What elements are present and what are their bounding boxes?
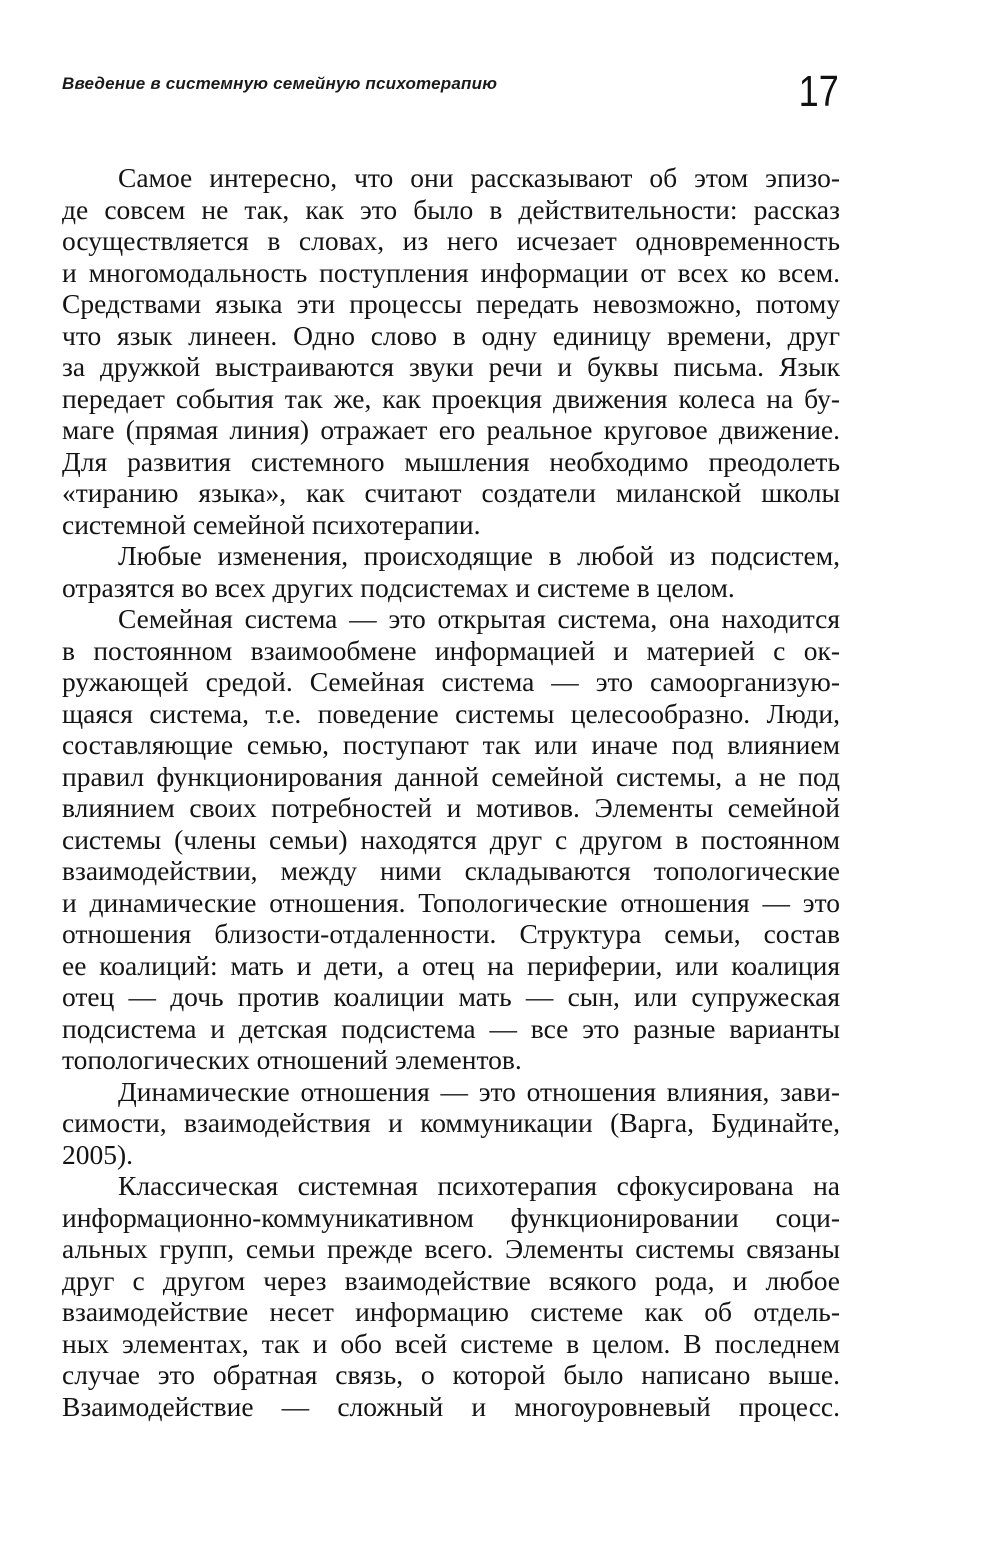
paragraph-5 (62, 1170, 840, 1422)
text-line: за дружкой выстраиваются звуки речи и буквы письма. Язык (62, 351, 840, 382)
text-line: в постоянном взаимообмене информацией и материей с ок- (62, 634, 840, 666)
text-line: взаимодействии, между ними складываются топологические (62, 855, 840, 886)
text-line: «тиранию языка», как считают создатели миланской школы (62, 477, 840, 508)
text-line: и многомодальность поступления информации от всех ко всем. (62, 256, 840, 288)
text-line: Самое интересно, что они рассказывают об этом эпизо- (118, 162, 840, 193)
text-line: передает события так же, как проекция движения колеса на бу- (62, 382, 840, 414)
text-line: Любые изменения, происходящие в любой из подсистем, (118, 540, 840, 571)
text-line: Взаимодействие — сложный и многоуровневый процесс. (62, 1390, 840, 1422)
text-line: Средствами языка эти процессы передать невозможно, потому (62, 288, 840, 319)
text-line: Семейная система — это открытая система, она находится (118, 603, 840, 634)
text-line: правил функционирования данной семейной системы, а не под (62, 760, 840, 792)
text-line: отец — дочь против коалиции мать — сын, или супружеская (62, 981, 840, 1012)
text-line: осуществляется в словах, из него исчезает одновременность (62, 225, 840, 256)
text-line: и динамические отношения. Топологические отношения — это (62, 886, 840, 918)
text-line: системы (члены семьи) находятся друг с другом в постоянном (62, 823, 840, 855)
text-line: Динамические отношения — это отношения влияния, зави- (118, 1075, 840, 1107)
text-line: щаяся система, т.е. поведение системы целесообразно. Люди, (62, 697, 840, 729)
text-line: топологических отношений элементов. (62, 1044, 522, 1075)
text-line: ружающей средой. Семейная система — это самоорганизую- (62, 666, 840, 697)
text-line: отношения близости-отдаленности. Структура семьи, состав (62, 918, 840, 949)
paragraph-2 (62, 540, 840, 603)
text-line: симости, взаимодействия и коммуникации (Варга, Будинайте, (62, 1107, 840, 1138)
text-line: альных групп, семьи прежде всего. Элементы системы связаны (62, 1233, 840, 1264)
running-head-title: Введение в системную семейную психотерапию (62, 74, 498, 93)
text-line: случае это обратная связь, о которой было написано выше. (62, 1359, 840, 1390)
text-line: информационно-коммуникативном функционировании соци- (62, 1201, 840, 1233)
text-line: 2005). (62, 1138, 134, 1170)
text-line: друг с другом через взаимодействие всякого рода, и любое (62, 1264, 840, 1296)
text-line: Для развития системного мышления необходимо преодолеть (62, 445, 840, 477)
text-line: что язык линеен. Одно слово в одну единицу времени, друг (62, 319, 840, 351)
page-number: 17 (798, 67, 839, 116)
text-line: отразятся во всех других подсистемах и системе в целом. (62, 571, 735, 603)
text-line: ее коалиций: мать и дети, а отец на периферии, или коалиция (62, 949, 840, 981)
text-line: влиянием своих потребностей и мотивов. Элементы семейной (62, 792, 840, 823)
paragraph-3 (62, 603, 840, 1076)
text-line: маге (прямая линия) отражает его реальное круговое движение. (62, 414, 840, 445)
text-line: ных элементах, так и обо всей системе в целом. В последнем (62, 1327, 840, 1359)
paragraph-1 (62, 162, 840, 540)
text-line: Классическая системная психотерапия сфокусирована на (118, 1170, 840, 1201)
paragraph-4 (62, 1076, 840, 1171)
text-line: взаимодействие несет информацию системе как об отдель- (62, 1296, 840, 1327)
text-line: подсистема и детская подсистема — все это разные варианты (62, 1012, 840, 1044)
body-text (62, 162, 840, 1422)
text-line: системной семейной психотерапии. (62, 508, 481, 540)
text-line: де совсем не так, как это было в действительности: рассказ (62, 193, 840, 225)
text-line: составляющие семью, поступают так или иначе под влиянием (62, 729, 840, 760)
